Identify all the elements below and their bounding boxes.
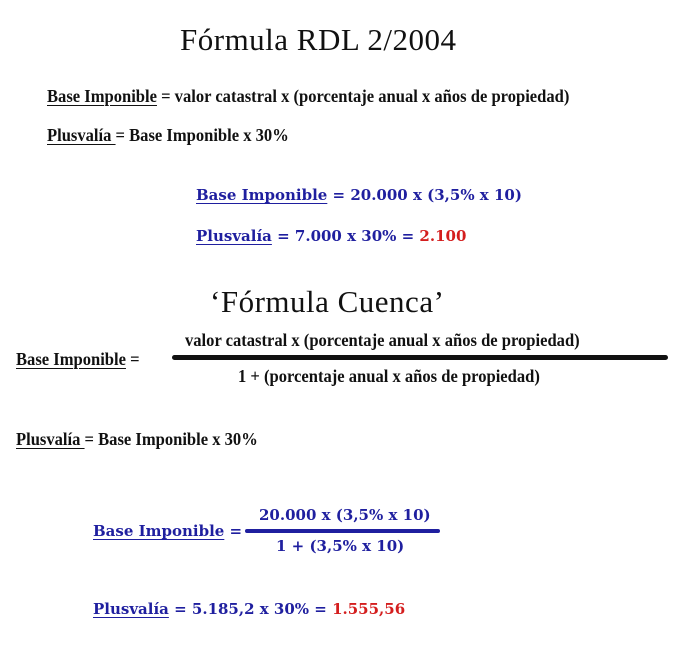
example-fraction-bar	[245, 529, 440, 533]
formula-base-cuenca-label	[16, 349, 140, 370]
formula-plusvalia-cuenca	[16, 429, 258, 450]
base-imponible-label: Base Imponible	[16, 349, 126, 369]
plusvalia-label: Plusvalía	[47, 125, 116, 145]
example-plusvalia-cuenca	[93, 600, 405, 618]
plusvalia-label: Plusvalía	[196, 227, 272, 245]
example-text: = 20.000 x (3,5% x 10)	[327, 186, 522, 204]
example-plusvalia-rdl	[196, 227, 466, 245]
example-text: = 7.000 x 30% =	[271, 227, 420, 245]
example-text: = 5.185,2 x 30% =	[168, 600, 333, 618]
base-imponible-label: Base Imponible	[47, 86, 157, 106]
title-rdl: Fórmula RDL 2/2004	[180, 22, 457, 57]
example-numerator: 20.000 x (3,5% x 10)	[259, 506, 431, 524]
base-imponible-label: Base Imponible	[196, 186, 328, 204]
formula-text: = valor catastral x (porcentaje anual x años de propiedad)	[156, 86, 570, 106]
fraction-bar	[172, 355, 668, 360]
example-base-cuenca-label	[93, 522, 242, 540]
fraction-denominator: 1 + (porcentaje anual x años de propiedad)	[238, 366, 540, 386]
formula-base-rdl	[47, 86, 569, 107]
fraction-numerator: valor catastral x (porcentaje anual x años de propiedad)	[185, 330, 580, 350]
example-base-rdl	[196, 186, 522, 204]
title-cuenca: ‘Fórmula Cuenca’	[210, 284, 445, 319]
plusvalia-label: Plusvalía	[16, 429, 85, 449]
formula-plusvalia-rdl	[47, 125, 289, 146]
equals-sign: =	[224, 522, 243, 540]
formula-text: = Base Imponible x 30%	[115, 125, 289, 145]
result-value: 1.555,56	[332, 600, 406, 618]
base-imponible-label: Base Imponible	[93, 522, 225, 540]
example-denominator: 1 + (3,5% x 10)	[276, 537, 405, 555]
equals-sign: =	[125, 349, 140, 369]
result-value: 2.100	[419, 227, 467, 245]
formula-text: = Base Imponible x 30%	[84, 429, 258, 449]
plusvalia-label: Plusvalía	[93, 600, 169, 618]
